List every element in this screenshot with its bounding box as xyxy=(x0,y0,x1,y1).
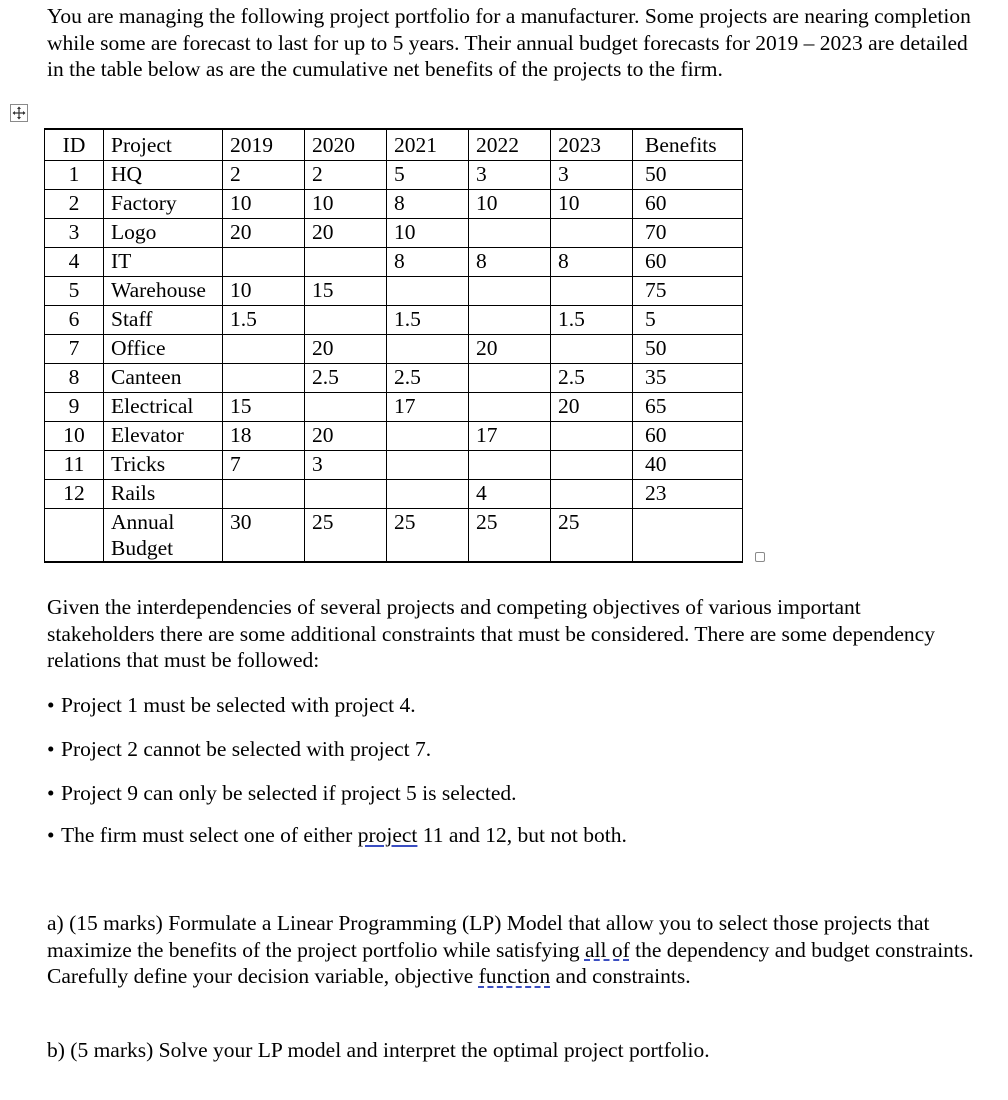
bullet-text: The firm must select one of either xyxy=(61,823,358,847)
header-cell: 2021 xyxy=(387,129,469,161)
budget-label-cell xyxy=(104,509,223,563)
bullet-text: 11 and 12, but not both. xyxy=(417,823,627,847)
cell xyxy=(551,219,633,248)
spellcheck-flagged-word[interactable]: project xyxy=(357,823,418,847)
question-a-text: and constraints. xyxy=(550,964,691,988)
cell: 25 xyxy=(305,509,387,563)
cell: 70 xyxy=(633,219,743,248)
table-move-handle-icon[interactable] xyxy=(10,104,28,122)
question-a-text: the dependency and budget constraints. Carefully define your decision variable, objective xyxy=(47,937,974,988)
bullet-text: Project 9 can only be selected if project 5 is selected. xyxy=(61,781,517,805)
cell: 1.5 xyxy=(223,306,305,335)
cell: 3 xyxy=(469,161,551,190)
bullet-text: Project 1 must be selected with project 4. xyxy=(61,693,416,717)
constraint-bullet xyxy=(47,822,627,848)
cell: 10 xyxy=(45,422,104,451)
cell: 10 xyxy=(305,190,387,219)
cell: 18 xyxy=(223,422,305,451)
cell: 15 xyxy=(305,277,387,306)
cell: 8 xyxy=(45,364,104,393)
cell xyxy=(223,335,305,364)
cell: 6 xyxy=(45,306,104,335)
cell: 20 xyxy=(305,335,387,364)
cell: Canteen xyxy=(104,364,223,393)
cell xyxy=(469,364,551,393)
constraint-bullet xyxy=(47,692,416,718)
cell: 3 xyxy=(551,161,633,190)
table-row xyxy=(45,393,743,422)
cell xyxy=(387,335,469,364)
cell: Logo xyxy=(104,219,223,248)
table-row xyxy=(45,306,743,335)
cell xyxy=(387,277,469,306)
table-row xyxy=(45,190,743,219)
cell: 7 xyxy=(45,335,104,364)
cell xyxy=(223,364,305,393)
cell xyxy=(305,393,387,422)
cell: 40 xyxy=(633,451,743,480)
table-row xyxy=(45,422,743,451)
cell xyxy=(469,451,551,480)
cell: 8 xyxy=(387,190,469,219)
cell: 60 xyxy=(633,190,743,219)
header-cell: ID xyxy=(45,129,104,161)
cell: 11 xyxy=(45,451,104,480)
cell: 10 xyxy=(223,190,305,219)
cell: 5 xyxy=(387,161,469,190)
cell: Tricks xyxy=(104,451,223,480)
table-row xyxy=(45,335,743,364)
table-header-row xyxy=(45,129,743,161)
context-paragraph: Given the interdependencies of several projects and competing objectives of various important stakeholders there are some additional constraints that must be considered. There are some dependency relations that must be followed: xyxy=(47,595,935,672)
cell xyxy=(223,248,305,277)
header-cell: 2019 xyxy=(223,129,305,161)
cell: 25 xyxy=(387,509,469,563)
cell: 75 xyxy=(633,277,743,306)
cell xyxy=(551,422,633,451)
cell: 8 xyxy=(551,248,633,277)
cell: 1 xyxy=(45,161,104,190)
cell: 35 xyxy=(633,364,743,393)
cell: 20 xyxy=(223,219,305,248)
cell: 60 xyxy=(633,248,743,277)
question-a xyxy=(47,910,982,990)
cell: 1.5 xyxy=(387,306,469,335)
cell: 1.5 xyxy=(551,306,633,335)
cell xyxy=(305,306,387,335)
cell: 10 xyxy=(387,219,469,248)
cell: 4 xyxy=(469,480,551,509)
cell: 17 xyxy=(387,393,469,422)
intro-paragraph: You are managing the following project portfolio for a manufacturer. Some projects are nearing completion while some are forecast to last for up to 5 years. Their annual budget forecasts for 2019 – 2023 are detailed in the table below as are the cumulative net benefits of the projects to the firm. xyxy=(47,4,971,81)
cell: Electrical xyxy=(104,393,223,422)
cell: 60 xyxy=(633,422,743,451)
cell: Factory xyxy=(104,190,223,219)
cell: 20 xyxy=(469,335,551,364)
cell: 3 xyxy=(45,219,104,248)
cell xyxy=(469,277,551,306)
bullet-icon: • xyxy=(47,737,55,761)
cell: 2.5 xyxy=(551,364,633,393)
cell xyxy=(223,480,305,509)
cell xyxy=(551,480,633,509)
cell: 2.5 xyxy=(305,364,387,393)
header-cell: Project xyxy=(104,129,223,161)
cell: 10 xyxy=(551,190,633,219)
cell: 23 xyxy=(633,480,743,509)
budget-label-line2: Budget xyxy=(111,536,174,560)
table-row xyxy=(45,364,743,393)
cell xyxy=(633,509,743,563)
question-b: b) (5 marks) Solve your LP model and interpret the optimal project portfolio. xyxy=(47,1038,710,1062)
cell: IT xyxy=(104,248,223,277)
cell xyxy=(45,509,104,563)
table-row xyxy=(45,451,743,480)
cell: 15 xyxy=(223,393,305,422)
cell: 25 xyxy=(551,509,633,563)
header-cell: 2022 xyxy=(469,129,551,161)
cell: Warehouse xyxy=(104,277,223,306)
cell: Rails xyxy=(104,480,223,509)
header-cell: 2020 xyxy=(305,129,387,161)
cell xyxy=(551,451,633,480)
cell: Office xyxy=(104,335,223,364)
cell: 50 xyxy=(633,335,743,364)
cell xyxy=(551,335,633,364)
cell: 9 xyxy=(45,393,104,422)
cell: 20 xyxy=(551,393,633,422)
cell xyxy=(469,219,551,248)
cell: Staff xyxy=(104,306,223,335)
cell: 5 xyxy=(633,306,743,335)
cell: 3 xyxy=(305,451,387,480)
table-resize-handle-icon[interactable] xyxy=(755,552,765,562)
cell: 20 xyxy=(305,219,387,248)
bullet-icon: • xyxy=(47,693,55,717)
table-row xyxy=(45,480,743,509)
cell xyxy=(305,248,387,277)
cell: HQ xyxy=(104,161,223,190)
grammar-flagged-phrase[interactable]: function xyxy=(478,964,551,988)
cell: 10 xyxy=(469,190,551,219)
project-table xyxy=(44,128,743,563)
table-row xyxy=(45,161,743,190)
constraint-bullet xyxy=(47,780,517,806)
table-row xyxy=(45,277,743,306)
cell: 8 xyxy=(387,248,469,277)
cell xyxy=(387,480,469,509)
cell xyxy=(305,480,387,509)
cell: 30 xyxy=(223,509,305,563)
cell: 65 xyxy=(633,393,743,422)
cell xyxy=(469,306,551,335)
bullet-icon: • xyxy=(47,823,55,847)
question-a-text: a) (15 marks) Formulate a Linear Programming (LP) Model that allow you to select those projects that maximize the benefits of the project portfolio while satisfying xyxy=(47,911,930,962)
cell: 2 xyxy=(45,190,104,219)
budget-row xyxy=(45,509,743,563)
cell: 5 xyxy=(45,277,104,306)
cell: 7 xyxy=(223,451,305,480)
cell: 2 xyxy=(305,161,387,190)
cell: 20 xyxy=(305,422,387,451)
cell: 2.5 xyxy=(387,364,469,393)
table-row xyxy=(45,248,743,277)
cell: 12 xyxy=(45,480,104,509)
cell: 10 xyxy=(223,277,305,306)
constraint-bullet xyxy=(47,736,431,762)
table-row xyxy=(45,219,743,248)
cell xyxy=(551,277,633,306)
cell: Elevator xyxy=(104,422,223,451)
grammar-flagged-phrase[interactable]: all of xyxy=(584,937,630,962)
bullet-icon: • xyxy=(47,781,55,805)
cell: 8 xyxy=(469,248,551,277)
cell: 4 xyxy=(45,248,104,277)
bullet-text: Project 2 cannot be selected with project 7. xyxy=(61,737,432,761)
cell xyxy=(387,422,469,451)
cell xyxy=(387,451,469,480)
cell: 50 xyxy=(633,161,743,190)
budget-label-line1: Annual xyxy=(111,510,175,534)
cell: 25 xyxy=(469,509,551,563)
header-cell: Benefits xyxy=(633,129,743,161)
cell xyxy=(469,393,551,422)
cell: 2 xyxy=(223,161,305,190)
header-cell: 2023 xyxy=(551,129,633,161)
cell: 17 xyxy=(469,422,551,451)
